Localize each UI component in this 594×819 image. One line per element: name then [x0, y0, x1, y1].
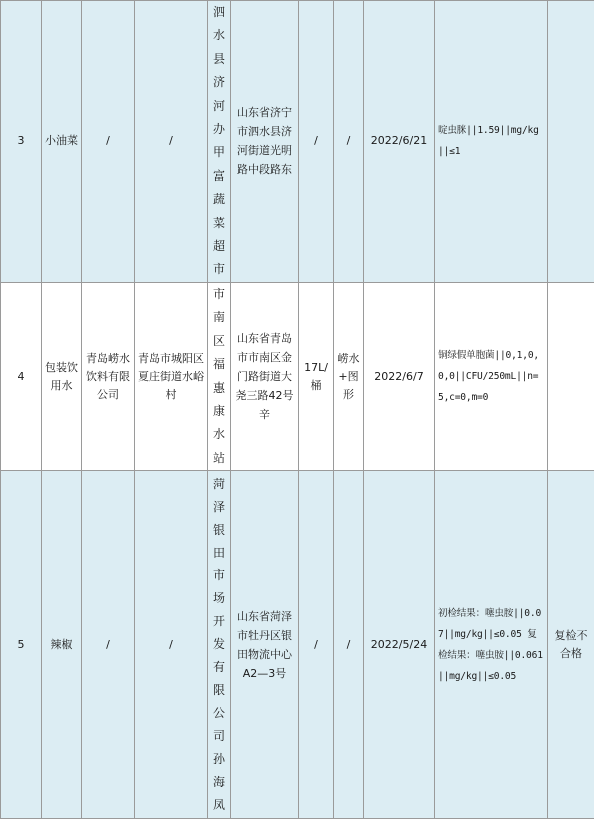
seller-address: 山东省青岛市市南区金门路街道大尧三路42号辛 — [231, 282, 299, 470]
product-name: 辣椒 — [42, 471, 82, 819]
seller-address: 山东省济宁市泗水县济河街道光明路中段路东 — [231, 1, 299, 283]
specification: 17L/桶 — [299, 282, 334, 470]
row-index: 5 — [1, 471, 42, 819]
manufacturer: / — [82, 1, 135, 283]
seller-name-text: 菏泽银田市场开发有限公司孙海凤 — [212, 473, 226, 817]
product-name: 小油菜 — [42, 1, 82, 283]
nonconforming-item: 初检结果：噻虫胺||0.07||mg/kg||≤0.05 复检结果：噻虫胺||0.061||mg/kg||≤0.05 — [435, 471, 548, 819]
production-date: 2022/5/24 — [364, 471, 435, 819]
production-date: 2022/6/21 — [364, 1, 435, 283]
seller-name — [208, 1, 231, 283]
row-index: 4 — [1, 282, 42, 470]
seller-address: 山东省菏泽市牡丹区银田物流中心A2—3号 — [231, 471, 299, 819]
brand: / — [334, 1, 364, 283]
manufacturer-address: 青岛市城阳区夏庄街道水峪村 — [135, 282, 208, 470]
row-index: 3 — [1, 1, 42, 283]
specification: / — [299, 1, 334, 283]
brand: / — [334, 471, 364, 819]
table-row — [1, 1, 594, 283]
nonconforming-item: 啶虫脒||1.59||mg/kg||≤1 — [435, 1, 548, 283]
specification: / — [299, 471, 334, 819]
nonconforming-item: 铜绿假单胞菌||0,1,0,0,0||CFU/250mL||n=5,c=0,m=0 — [435, 282, 548, 470]
manufacturer-address: / — [135, 471, 208, 819]
seller-name — [208, 471, 231, 819]
brand: 崂水+图形 — [334, 282, 364, 470]
manufacturer-address: / — [135, 1, 208, 283]
manufacturer: / — [82, 471, 135, 819]
production-date: 2022/6/7 — [364, 282, 435, 470]
note: 复检不合格 — [548, 471, 594, 819]
note — [548, 282, 594, 470]
product-name: 包装饮用水 — [42, 282, 82, 470]
note — [548, 1, 594, 283]
manufacturer: 青岛崂水饮料有限公司 — [82, 282, 135, 470]
seller-name-text: 市南区福惠康水站 — [212, 283, 226, 470]
seller-name-text: 泗水县济河办甲富蔬菜超市 — [212, 1, 226, 282]
seller-name — [208, 282, 231, 470]
table-row — [1, 471, 594, 819]
table-row — [1, 282, 594, 470]
